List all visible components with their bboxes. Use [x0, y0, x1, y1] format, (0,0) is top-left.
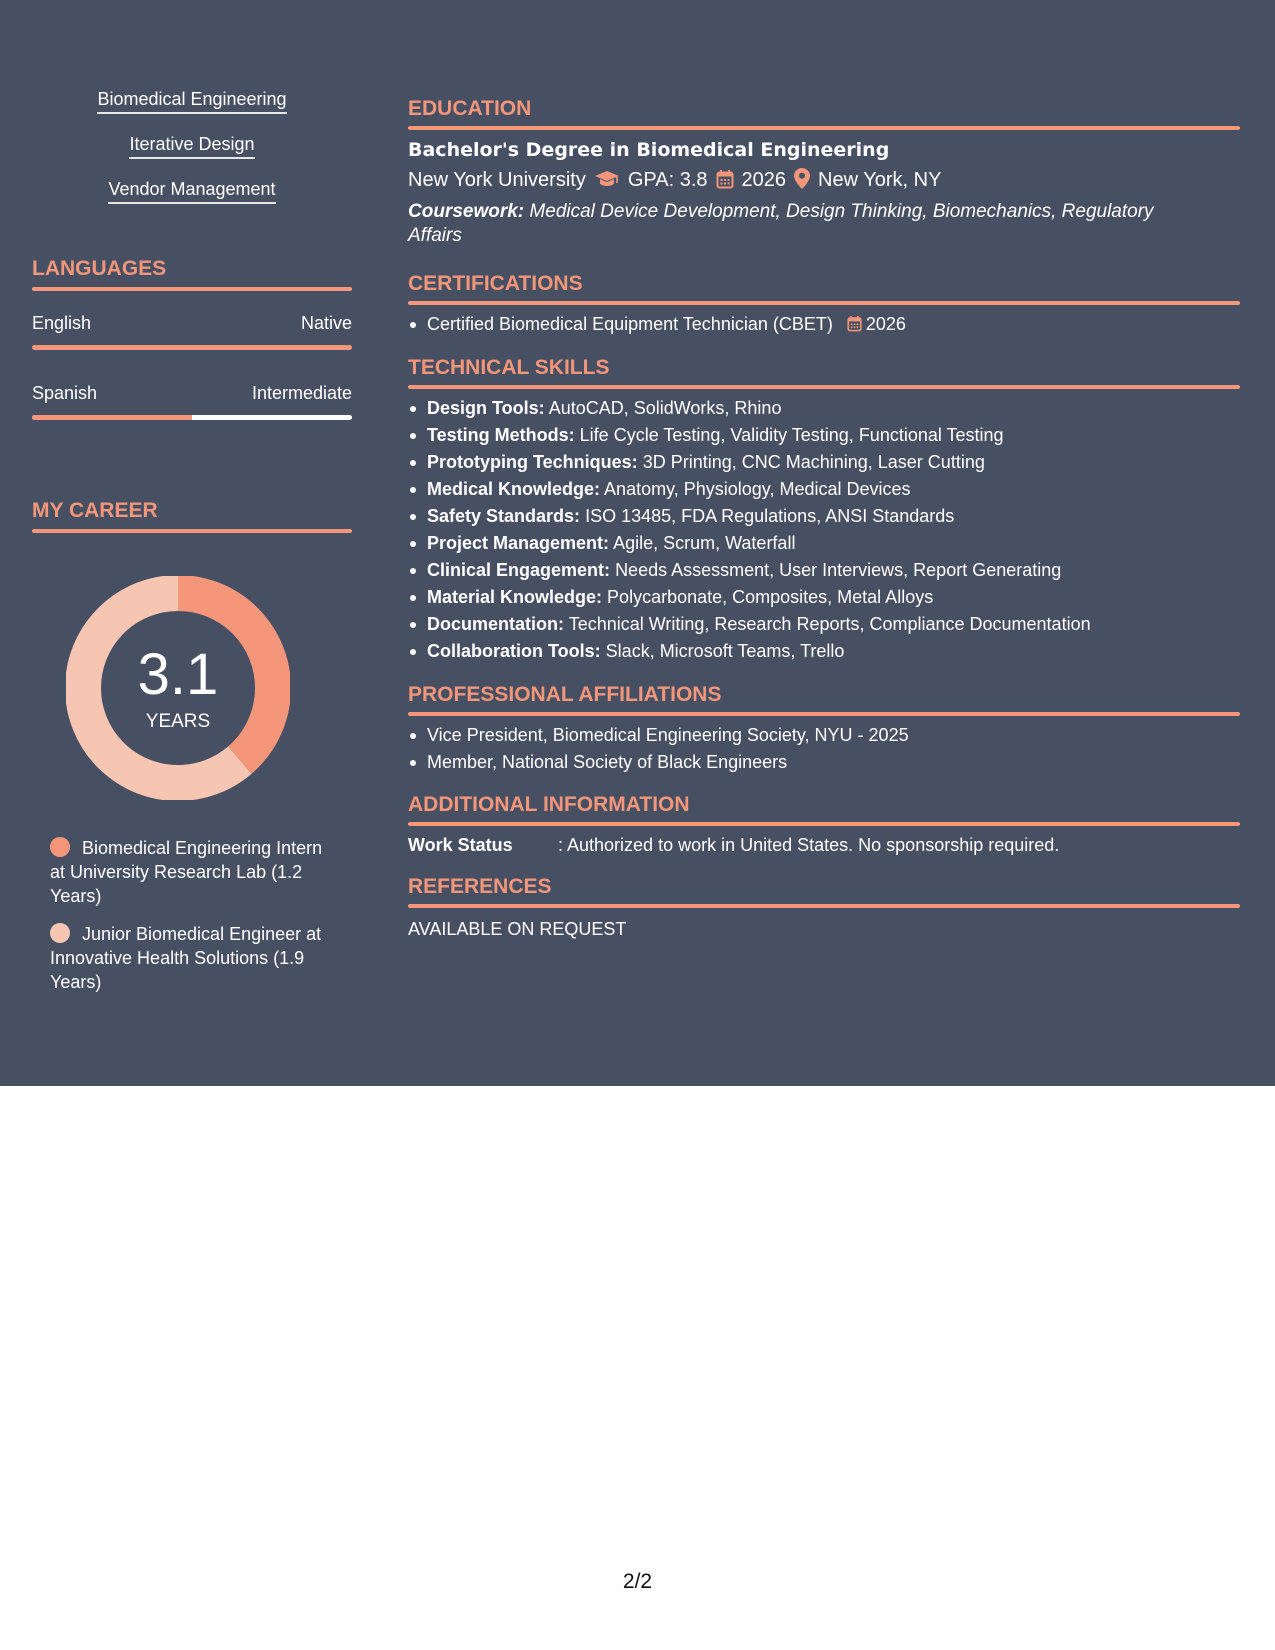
location-pin-icon	[794, 168, 810, 196]
skill-label: Medical Knowledge:	[427, 479, 601, 499]
graduation-cap-icon	[594, 169, 620, 196]
education-section	[408, 96, 1240, 248]
section-divider	[408, 904, 1240, 908]
list-item	[408, 449, 1240, 476]
career-title: MY CAREER	[32, 499, 158, 522]
technical-skills-title: TECHNICAL SKILLS	[408, 356, 610, 379]
skill-value: Life Cycle Testing, Validity Testing, Functional Testing	[579, 425, 1004, 445]
coursework-label: Coursework:	[408, 201, 525, 222]
skill-value: Needs Assessment, User Interviews, Report Generating	[615, 560, 1062, 580]
career-entry-label: Junior Biomedical Engineer at Innovative Health Solutions (1.9 Years)	[50, 924, 322, 992]
education-title: EDUCATION	[408, 97, 532, 120]
technical-skills-list	[408, 395, 1240, 665]
list-item	[408, 503, 1240, 530]
section-divider	[408, 126, 1240, 130]
career-entry-label: Biomedical Engineering Intern at University Research Lab (1.2 Years)	[50, 838, 323, 906]
skill-label: Clinical Engagement:	[427, 560, 611, 580]
section-divider	[408, 822, 1240, 826]
certifications-section	[408, 271, 1240, 340]
list-item: Vice President, Biomedical Engineering Society, NYU - 2025	[408, 722, 1240, 749]
language-proficiency-bar	[32, 415, 352, 420]
section-divider	[408, 712, 1240, 716]
language-proficiency-fill	[32, 415, 192, 420]
references-text: AVAILABLE ON REQUEST	[408, 919, 627, 939]
skill-link-label: Vendor Management	[108, 178, 275, 204]
work-status-row	[408, 835, 1240, 859]
list-item	[408, 611, 1240, 638]
degree-title: Bachelor's Degree in Biomedical Engineering	[408, 139, 890, 161]
languages-section	[32, 256, 352, 291]
skill-label: Material Knowledge:	[427, 587, 603, 607]
list-item: Member, National Society of Black Engineers	[408, 749, 1240, 776]
education-meta	[408, 167, 1240, 196]
list-item	[408, 311, 1240, 340]
list-item	[408, 638, 1240, 665]
affiliations-section	[408, 682, 1240, 776]
list-item	[408, 584, 1240, 611]
career-donut-chart	[66, 576, 290, 800]
skill-value: AutoCAD, SolidWorks, Rhino	[548, 398, 782, 418]
skill-label: Safety Standards:	[427, 506, 581, 526]
language-proficiency-fill	[32, 345, 352, 350]
certifications-list	[408, 311, 1240, 340]
certifications-title: CERTIFICATIONS	[408, 272, 583, 295]
calendar-icon	[716, 169, 734, 196]
skill-value: Polycarbonate, Composites, Metal Alloys	[607, 587, 934, 607]
language-level: Intermediate	[251, 383, 352, 403]
graduation-year: 2026	[741, 169, 787, 191]
skill-link-biomedical-engineering[interactable]	[32, 88, 352, 114]
skill-link-label: Iterative Design	[129, 133, 254, 159]
work-status-label: Work Status	[408, 835, 513, 855]
skill-value: 3D Printing, CNC Machining, Laser Cutting	[642, 452, 985, 472]
career-legend-item	[50, 836, 340, 908]
page-number: 2/2	[622, 1570, 653, 1593]
skill-link-iterative-design[interactable]	[32, 133, 352, 159]
list-item	[408, 395, 1240, 422]
school-name: New York University	[408, 169, 586, 191]
list-item	[408, 476, 1240, 503]
references-section	[408, 874, 1240, 940]
skill-label: Documentation:	[427, 614, 564, 634]
coursework-list: Medical Device Development, Design Thinking, Biomechanics, Regulatory Affairs	[408, 201, 1154, 246]
language-name: Spanish	[32, 383, 98, 403]
skill-label: Testing Methods:	[427, 425, 575, 445]
skill-value: ISO 13485, FDA Regulations, ANSI Standards	[585, 506, 955, 526]
calendar-icon	[847, 313, 862, 340]
education-location: New York, NY	[818, 169, 942, 191]
additional-info-title: ADDITIONAL INFORMATION	[408, 793, 690, 816]
skill-value: Slack, Microsoft Teams, Trello	[605, 641, 845, 661]
career-total-value: 3.1	[137, 642, 219, 707]
section-divider	[408, 301, 1240, 305]
language-name: English	[32, 313, 92, 333]
list-item	[408, 530, 1240, 557]
list-item	[408, 422, 1240, 449]
skill-value: Technical Writing, Research Reports, Compliance Documentation	[568, 614, 1091, 634]
skill-label: Project Management:	[427, 533, 610, 553]
career-total-unit: YEARS	[145, 711, 211, 732]
gpa: GPA: 3.8	[627, 169, 708, 191]
affiliations-title: PROFESSIONAL AFFILIATIONS	[408, 683, 722, 706]
additional-info-section	[408, 792, 1240, 859]
languages-title: LANGUAGES	[32, 257, 167, 280]
work-status-value: : Authorized to work in United States. No sponsorship required.	[558, 835, 1060, 855]
certification-year: 2026	[865, 314, 906, 334]
skill-value: Anatomy, Physiology, Medical Devices	[604, 479, 911, 499]
section-divider	[32, 529, 352, 533]
language-level: Native	[300, 313, 352, 333]
section-divider	[32, 287, 352, 291]
references-title: REFERENCES	[408, 875, 552, 898]
list-item	[408, 557, 1240, 584]
technical-skills-section	[408, 355, 1240, 665]
skill-link-vendor-management[interactable]	[32, 178, 352, 204]
career-section	[32, 498, 352, 533]
coursework	[408, 200, 1208, 248]
skill-label: Prototyping Techniques:	[427, 452, 638, 472]
affiliations-list	[408, 722, 1240, 776]
skill-link-label: Biomedical Engineering	[97, 88, 286, 114]
legend-dot	[50, 837, 70, 857]
certification-name: Certified Biomedical Equipment Technician (CBET)	[427, 314, 833, 334]
skill-value: Agile, Scrum, Waterfall	[613, 533, 796, 553]
skill-label: Design Tools:	[427, 398, 545, 418]
language-proficiency-bar	[32, 345, 352, 350]
career-legend-item	[50, 922, 340, 994]
legend-dot	[50, 923, 70, 943]
skill-label: Collaboration Tools:	[427, 641, 601, 661]
section-divider	[408, 385, 1240, 389]
